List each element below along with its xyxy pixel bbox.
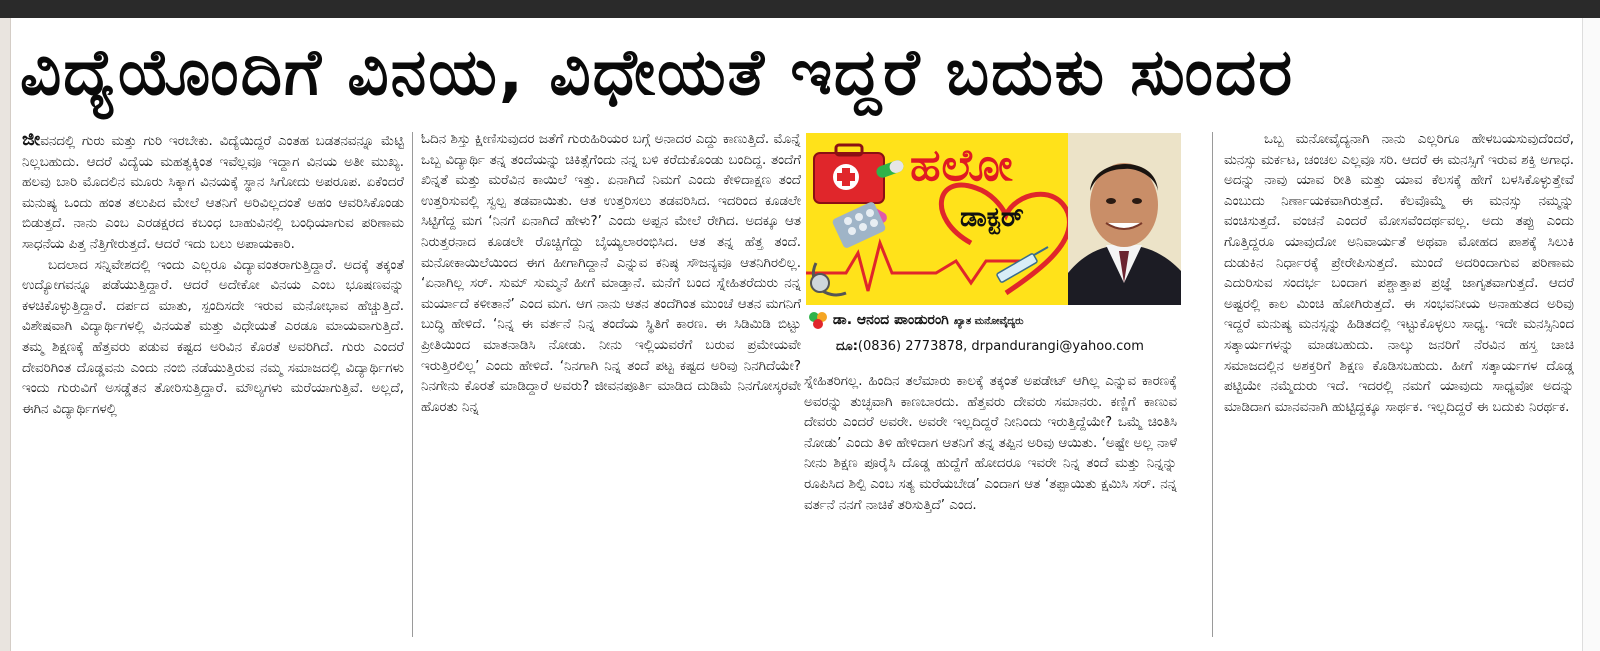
phone-label: ದೂ: bbox=[836, 339, 858, 354]
author-title: ಖ್ಯಾತ ಮನೋವೈದ್ಯರು bbox=[953, 316, 1024, 327]
top-bar bbox=[0, 0, 1600, 18]
medical-kit-icon bbox=[814, 145, 884, 203]
contact-line bbox=[836, 337, 1176, 357]
pill-blister-icon bbox=[831, 201, 886, 249]
paragraph: ಒಬ್ಬ ಮನೋವೈದ್ಯನಾಗಿ ನಾನು ಎಲ್ಲರಿಗೂ ಹೇಳಬಯಸುವುದೆಂದರೆ, ಮನಸ್ಸು ಮರ್ಕಟ, ಚಂಚಲ ಎಲ್ಲವೂ ಸರಿ. ಆದರೆ ಈ ಮನಸ್ಸಿಗೆ ಇರುವ ಶಕ್ತಿ ಅಗಾಧ. ಅದನ್ನು ನಾವು ಯಾವ ರೀತಿ ಮತ್ತು ಯಾವ ಕೆಲಸಕ್ಕೆ ಹೇಗೆ ಬಳಸಿಕೊಳ್ಳುತ್ತೇವೆ ಎಂಬುದು ನಿರ್ಣಾಯಕವಾಗಿರುತ್ತದೆ. ಕೆಲವೊಮ್ಮೆ ಈ ಮನಸ್ಸು ನಮ್ಮನ್ನು ವಂಚಿಸುತ್ತದೆ. ವಂಚನೆ ಎಂದರೆ ಮೋಸವೆಂದರ್ಥವಲ್ಲ. ಅದು ತಪ್ಪು ಎಂದು ಗೊತ್ತಿದ್ದರೂ ಯಾವುದೋ ಅನಿವಾರ್ಯತೆ ಅಥವಾ ಮೋಹದ ಪಾಶಕ್ಕೆ ಸಿಲುಕಿ ದುಡುಕಿನ ನಿರ್ಧಾರಕ್ಕೆ ಪ್ರೇರೇಪಿಸುತ್ತದೆ. ಮುಂದೆ ಅದರಿಂದಾಗುವ ಪರಿಣಾಮ ಎದುರಿಸುವ ಸಂದರ್ಭ ಬಂದಾಗ ಪಶ್ಚಾತ್ತಾಪ ಪ್ರಜ್ಞೆ ಜಾಗೃತವಾಗುತ್ತದೆ. ಆದರೆ ಅಷ್ಟರಲ್ಲಿ ಕಾಲ ಮಿಂಚಿ ಹೋಗಿರುತ್ತದೆ. ಈ ಸಂಭವನೀಯ ಅನಾಹುತದ ಅರಿವು ಇದ್ದರೆ ಮನುಷ್ಯ ಮನಸ್ಸನ್ನು ಹಿಡಿತದಲ್ಲಿ ಇಟ್ಟುಕೊಳ್ಳಲು ಸಾಧ್ಯ. ಇದೇ ಮನಸ್ಸಿನಿಂದ ಸತ್ಕಾರ್ಯಗಳನ್ನು ಮಾಡಬಹುದು. ನಾಲ್ಕು ಜನರಿಗೆ ನೆರವಿನ ಹಸ್ತ ಚಾಚಿ ಸಮಾಜದಲ್ಲಿನ ಅಶಕ್ತರಿಗೆ ಶಿಕ್ಷಣ ಕೊಡಿಸಬಹುದು. ಹೀಗೆ ಸತ್ಕಾರ್ಯಗಳ ದೊಡ್ಡ ಪಟ್ಟಿಯೇ ನಮ್ಮೆದುರು ಇದೆ. ಇದರಲ್ಲಿ ನಮಗೆ ಯಾವುದು ಸಾಧ್ಯವೋ ಅದನ್ನು ಮಾಡಿದಾಗ ಮಾನವನಾಗಿ ಹುಟ್ಟಿದ್ದಕ್ಕೂ ಸಾರ್ಥಕ. ಇಲ್ಲದಿದ್ದರೆ ಈ ಬದುಕು ನಿರರ್ಥಕ. bbox=[1224, 132, 1574, 415]
doctor-title: ಡಾಕ್ಟರ್ bbox=[960, 202, 1024, 233]
article-headline: ವಿದ್ಯೆಯೊಂದಿಗೆ ವಿನಯ, ವಿಧೇಯತೆ ಇದ್ದರೆ ಬದುಕು ಸುಂದರ bbox=[20, 36, 1295, 110]
paragraph: ಓದಿನ ಶಿಸ್ತು ಕ್ಷೀಣಿಸುವುದರ ಜತೆಗೆ ಗುರುಹಿರಿಯರ ಬಗ್ಗೆ ಅನಾದರ ಎದ್ದು ಕಾಣುತ್ತಿದೆ. ಮೊನ್ನೆ ಒಬ್ಬ ವಿದ್ಯಾರ್ಥಿ ತನ್ನ ತಂದೆಯನ್ನು ಚಿಕಿತ್ಸೆಗೆಂದು ನನ್ನ ಬಳಿ ಕರೆದುಕೊಂಡು ಬಂದಿದ್ದ. ತಂದೆಗೆ ಖಿನ್ನತೆ ಮತ್ತು ಮರೆವಿನ ಕಾಯಿಲೆ ಇತ್ತು. ಏನಾಗಿದೆ ನಿಮಗೆ ಎಂದು ಕೇಳಿದಾಕ್ಷಣ ತಂದೆ ಉತ್ತರಿಸುವಲ್ಲಿ ಸ್ವಲ್ಪ ತಡವಾಯಿತು. ಆತ ಉತ್ತರಿಸಲು ತಡವರಿಸಿದ. ಇದರಿಂದ ಕೂಡಲೇ ಸಿಟ್ಟಿಗೆದ್ದ ಮಗ ‘ನಿನಗೆ ಏನಾಗಿದೆ ಹೇಳು?’ ಎಂದು ಅಪ್ಪನ ಮೇಲೆ ರೇಗಿದ. ಅದಕ್ಕೂ ಆತ ನಿರುತ್ತರನಾದ ಕೂಡಲೇ ರೊಚ್ಚಿಗೆದ್ದು ಬೈಯ್ಯಲಾರಂಭಿಸಿದ. ಆತ ತನ್ನ ಹೆತ್ತ ತಂದೆ. ಮನೋಕಾಯಿಲೆಯಿಂದ ಈಗ ಹೀಗಾಗಿದ್ದಾನೆ ಎನ್ನುವ ಕನಿಷ್ಠ ಸೌಜನ್ಯವೂ ಆತನಿಗಿರಲಿಲ್ಲ. ‘ಏನಾಗಿಲ್ಲ ಸರ್. ಸುಮ್ ಸುಮ್ಮನೆ ಹೀಗೆ ಮಾಡ್ತಾನೆ. ಮನೆಗೆ ಬಂದ ಸ್ನೇಹಿತರೆದುರು ನನ್ನ ಮರ್ಯಾದೆ ಕಳೀತಾನೆ’ ಎಂದ ಮಗ. ಆಗ ನಾನು ಆತನ ತಂದೆಗಿಂತ ಮುಂಚೆ ಆತನ ಮಗನಿಗೆ ಬುದ್ಧಿ ಹೇಳಿದೆ. ‘ನಿನ್ನ ಈ ವರ್ತನೆ ನಿನ್ನ ತಂದೆಯ ಸ್ಥಿತಿಗೆ ಕಾರಣ. ಈ ಸಿಡಿಮಿಡಿ ಬಿಟ್ಟು ಪ್ರೀತಿಯಿಂದ ಮಾತನಾಡಿಸಿ ನೋಡು. ನೀನು ಇಲ್ಲಿಯವರೆಗೆ ಬರುವ ಪ್ರಮೇಯವೇ ಇರುತ್ತಿರಲಿಲ್ಲ’ ಎಂದು ಹೇಳಿದೆ. ‘ನಿನಗಾಗಿ ನಿನ್ನ ತಂದೆ ಪಟ್ಟ ಕಷ್ಟದ ಅರಿವು ನಿನಗಿದೆಯೇ? ನಿನಗೇನು ಕೊರತೆ ಮಾಡಿದ್ದಾರೆ ಅವರು? ಜೀವನಪೂರ್ತಿ ಮಾಡಿದ ದುಡಿಮೆ ನಿನಗೋಸ್ಕರವೇ ಹೊರತು ನಿನ್ನ bbox=[421, 132, 801, 415]
column-divider bbox=[1212, 132, 1213, 637]
hello-doctor-column-box bbox=[806, 133, 1181, 365]
paragraph: ಸ್ನೇಹಿತರಿಗಲ್ಲ. ಹಿಂದಿನ ತಲೆಮಾರು ಕಾಲಕ್ಕೆ ತಕ್ಕಂತೆ ಅಪಡೇಟ್ ಆಗಿಲ್ಲ ಎನ್ನುವ ಕಾರಣಕ್ಕೆ ಅವರನ್ನು ತುಚ್ಛವಾಗಿ ಕಾಣಬಾರದು. ಹೆತ್ತವರು ದೇವರು ಸಮಾನರು. ಕಣ್ಣಿಗೆ ಕಾಣುವ ದೇವರು ಎಂದರೆ ಅವರೇ. ಅವರೇ ಇಲ್ಲದಿದ್ದರೆ ನೀನಿಂದು ಇರುತ್ತಿದ್ದೆಯೇ? ಒಮ್ಮೆ ಚಿಂತಿಸಿ ನೋಡು’ ಎಂದು ತಿಳಿ ಹೇಳಿದಾಗ ಆತನಿಗೆ ತನ್ನ ತಪ್ಪಿನ ಅರಿವು ಆಯಿತು. ‘ಅಷ್ಟೇ ಅಲ್ಲ ನಾಳೆ ನೀನು ಶಿಕ್ಷಣ ಪೂರೈಸಿ ದೊಡ್ಡ ಹುದ್ದೆಗೆ ಹೋದರೂ ಇವರೇ ನಿನ್ನ ತಂದೆ ಮತ್ತು ನಿನ್ನನ್ನು ರೂಪಿಸಿದ ಶಿಲ್ಪಿ ಎಂಬ ಸತ್ಯ ಮರೆಯಬೇಡ’ ಎಂದಾಗ ಆತ ‘ತಪ್ಪಾಯಿತು ಕ್ಷಮಿಸಿ ಸರ್. ನನ್ನ ವರ್ತನೆ ನನಗೆ ನಾಚಿಕೆ ತರಿಸುತ್ತಿದೆ’ ಎಂದ. bbox=[804, 374, 1177, 513]
paragraph: ಬದಲಾದ ಸನ್ನಿವೇಶದಲ್ಲಿ ಇಂದು ಎಲ್ಲರೂ ವಿದ್ಯಾವಂತರಾಗುತ್ತಿದ್ದಾರೆ. ಅದಕ್ಕೆ ತಕ್ಕಂತೆ ಉದ್ಯೋಗವನ್ನೂ ಪಡೆಯುತ್ತಿದ್ದಾರೆ. ಆದರೆ ಅದೇಕೋ ವಿನಯ ಎಂಬ ಭೂಷಣವನ್ನು ಕಳಚಿಕೊಳ್ಳುತ್ತಿದ್ದಾರೆ. ದರ್ಪದ ಮಾತು, ಸ್ಪಂದಿಸದೇ ಇರುವ ಮನೋಭಾವ ಹೆಚ್ಚುತ್ತಿದೆ. ವಿಶೇಷವಾಗಿ ವಿದ್ಯಾರ್ಥಿಗಳಲ್ಲಿ ವಿನಯತೆ ಮತ್ತು ವಿಧೇಯತೆ ಎರಡೂ ಮಾಯವಾಗುತ್ತಿದೆ. ತಮ್ಮ ಶಿಕ್ಷಣಕ್ಕೆ ಹೆತ್ತವರು ಪಡುವ ಕಷ್ಟದ ಅರಿವಿನ ಕೊರತೆ ಅವರಿಗಿದೆ. ಗುರು ಎಂದರೆ ದೇವರಿಗಿಂತ ದೊಡ್ಡವನು ಎಂದು ನಂಬಿ ನಡೆಯುತ್ತಿರುವ ನಮ್ಮ ಸಮಾಜದಲ್ಲಿ ವಿದ್ಯಾರ್ಥಿಗಳು ಇಂದು ಗುರುವಿಗೆ ಅಸಡ್ಡೆತನ ತೋರಿಸುತ್ತಿದ್ದಾರೆ. ಮೌಲ್ಯಗಳು ಮರೆಯಾಗುತ್ತಿವೆ. ಅಲ್ಲದೆ, ಈಗಿನ ವಿದ್ಯಾರ್ಥಿಗಳಲ್ಲಿ bbox=[22, 257, 404, 417]
colorful-pin-icon bbox=[808, 310, 828, 330]
column-divider bbox=[412, 132, 413, 637]
article-column-1 bbox=[22, 130, 404, 640]
stethoscope-icon bbox=[811, 263, 846, 295]
paragraph bbox=[22, 130, 404, 256]
hello-doctor-banner bbox=[806, 133, 1181, 305]
author-name: ಡಾ. ಆನಂದ ಪಾಂಡುರಂಗಿ bbox=[832, 312, 949, 328]
hello-title: ಹಲೋ bbox=[910, 140, 1014, 191]
doctor-portrait bbox=[1068, 133, 1181, 305]
article-column-2 bbox=[421, 130, 801, 640]
article-column-3 bbox=[804, 372, 1177, 640]
article-column-4 bbox=[1224, 130, 1574, 640]
phone-email: (0836) 2773878, drpandurangi@yahoo.com bbox=[857, 339, 1144, 354]
heartbeat-line bbox=[806, 243, 1036, 291]
dropcap: ಜೀ bbox=[22, 130, 41, 150]
right-page-edge bbox=[1582, 18, 1600, 651]
author-byline bbox=[808, 309, 1181, 331]
left-page-edge bbox=[0, 18, 11, 651]
paragraph-text: ವನದಲ್ಲಿ ಗುರು ಮತ್ತು ಗುರಿ ಇರಬೇಕು. ವಿದ್ಯೆಯಿದ್ದರೆ ಎಂತಹ ಬಡತನವನ್ನೂ ಮೆಟ್ಟಿ ನಿಲ್ಲಬಹುದು. ಆದರೆ ವಿದ್ಯೆಯ ಮಹತ್ವಕ್ಕಿಂತ ಇವೆಲ್ಲವೂ ಇದ್ದಾಗ ವಿನಯ ಅತೀ ಮುಖ್ಯ. ಹಲವು ಬಾರಿ ಮೊದಲಿನ ಮೂರು ಸಿಕ್ಕಾಗ ವಿನಯಕ್ಕೆ ಸ್ಥಾನ ಸಿಗೋದು ಅಪರೂಪ. ಏಕೆಂದರೆ ಮನುಷ್ಯ ಒಂದು ಹಂತ ತಲುಪಿದ ಮೇಲೆ ಆತನಿಗೆ ಅರಿವಿಲ್ಲದಂತೆ ಅಹಂ ಆವರಿಸಿಕೊಂಡು ಬಿಡುತ್ತದೆ. ನಾನು ಎಂಬ ಎರಡಕ್ಷರದ ಕಬಂಧ ಬಾಹುವಿನಲ್ಲಿ ಬಂಧಿಯಾಗುವ ಪರಿಣಾಮ ಸಾಧನೆಯ ಪಿತ್ತ ನೆತ್ತಿಗೇರುತ್ತದೆ. ಆದರೆ ಇದು ಬಲು ಅಪಾಯಕಾರಿ. bbox=[22, 134, 404, 252]
